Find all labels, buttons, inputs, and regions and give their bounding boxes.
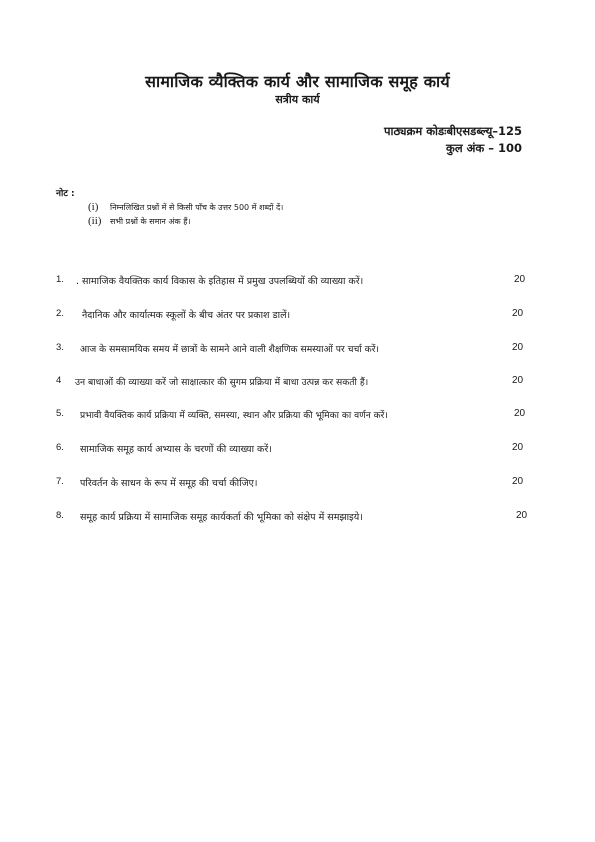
question-number: 7. <box>56 476 64 487</box>
course-code: पाठ्यक्रम कोडःबीएसडब्ल्यू–125 <box>384 124 522 138</box>
question-marks: 20 <box>512 476 524 487</box>
question-marks: 20 <box>512 442 524 453</box>
question-text: सामाजिक समूह कार्य अभ्यास के चरणों की व्याख्या करें। <box>80 444 272 455</box>
note-item-text: निम्नलिखित प्रश्नों में से किसी पाँच के उत्तर 500 में शब्दों दें। <box>110 203 284 212</box>
question-number: 3. <box>56 342 64 353</box>
note-label: नोट : <box>56 189 75 199</box>
note-item <box>88 201 283 213</box>
question-row <box>56 274 526 290</box>
question-marks: 20 <box>514 274 526 285</box>
question-number: 6. <box>56 442 64 453</box>
question-number: 4 <box>56 375 62 386</box>
question-row <box>56 476 526 492</box>
question-marks: 20 <box>512 342 524 353</box>
question-number: 2. <box>56 308 64 319</box>
question-number: 8. <box>56 510 64 521</box>
question-marks: 20 <box>516 510 528 521</box>
question-text: उन बाधाओं की व्याख्या करें जो साक्षात्कार की सुगम प्रक्रिया में बाधा उत्पन्न कर सकती हैं। <box>75 377 369 388</box>
question-text: नैदानिक और कार्यात्मक स्कूलों के बीच अंतर पर प्रकाश डालें। <box>82 310 291 321</box>
note-item-text: सभी प्रश्नों के समान अंक हैं। <box>110 217 191 226</box>
question-text: आज के समसामयिक समय में छात्रों के सामने आने वाली शैक्षणिक समस्याओं पर चर्चा करें। <box>80 344 379 355</box>
note-item-roman: (i) <box>88 201 99 213</box>
question-row <box>56 510 526 526</box>
page-title: सामाजिक व्यैक्तिक कार्य और सामाजिक समूह कार्य <box>145 72 450 91</box>
total-marks: कुल अंक – 100 <box>445 141 522 155</box>
page-subtitle: सत्रीय कार्य <box>275 93 320 106</box>
question-marks: 20 <box>514 408 526 419</box>
question-row <box>56 408 526 424</box>
question-number: 1. <box>56 274 64 285</box>
question-row <box>56 342 526 358</box>
question-text: . सामाजिक वैयक्तिक कार्य विकास के इतिहास में प्रमुख उपलब्धियों की व्याख्या करें। <box>76 276 364 287</box>
note-item <box>88 215 190 227</box>
question-number: 5. <box>56 408 64 419</box>
question-text: प्रभावी वैयक्तिक कार्य प्रक्रिया में व्यक्ति, समस्या, स्थान और प्रक्रिया की भूमिका का वर्णन करें। <box>80 411 388 421</box>
question-row <box>56 308 526 324</box>
question-row <box>56 442 526 458</box>
question-row <box>56 375 526 391</box>
question-marks: 20 <box>512 375 524 386</box>
note-item-roman: (ii) <box>88 215 102 227</box>
question-text: परिवर्तन के साधन के रूप में समूह की चर्चा कीजिए। <box>80 478 258 489</box>
question-text: समूह कार्य प्रक्रिया में सामाजिक समूह कार्यकर्ता की भूमिका को संक्षेप में समझाइये। <box>80 512 363 523</box>
question-marks: 20 <box>512 308 524 319</box>
